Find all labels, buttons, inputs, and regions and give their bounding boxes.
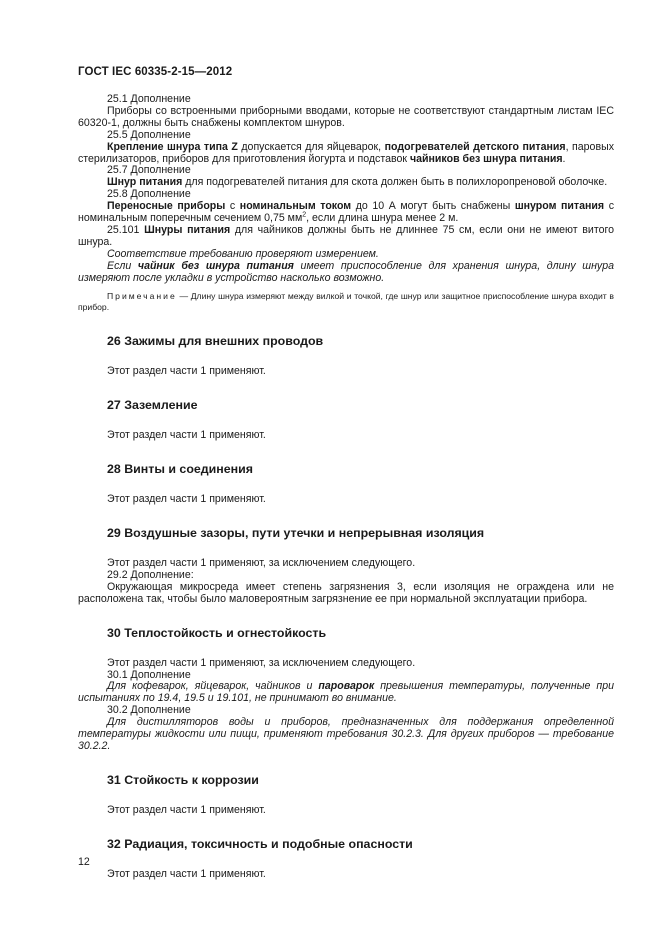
clause-25-5-text: Крепление шнура типа Z допускается для яйцеварок, подогревателей детского питания, паровых стерилизаторов, приборов для приготовления йогурта и подставок чайников без шнура питания. [78,140,614,165]
section-29-title: 29 Воздушные зазоры, пути утечки и непрерывная изоляция [107,526,485,541]
section-32-text: Этот раздел части 1 применяют. [107,867,266,880]
clause-25-1-text: Приборы со встроенными приборными вводами, которые не соответствуют стандартным листам IEC 60320-1, должны быть снабжены комплектом шнуров. [78,104,614,129]
term-supply-cord: Шнур питания [107,176,183,189]
term-supply-cord-2: шнуром питания [514,200,605,213]
note-label: Примечание [107,290,177,301]
term-steamers: пароварок [318,680,375,693]
term-cordless-kettle-2: чайник без шнура питания [137,259,294,272]
compliance-text-2: Если чайник без шнура питания имеет приспособление для хранения шнура, длину шнура измеряют после укладки в устройство насколько возможно. [78,259,614,284]
clause-29-2-text: Окружающая микросреда имеет степень загрязнения 3, если изоляция не ограждена или не расположена так, чтобы было маловероятным загрязнение ее при нормальной эксплуатации прибора. [78,580,614,605]
clause-25-101: 25.101 Шнуры питания для чайников должны быть не длиннее 75 см, если они не имеют витого шнура. [78,223,614,248]
document-header: ГОСТ IEC 60335-2-15—2012 [78,66,233,78]
clause-25-8-text: Переносные приборы с номинальным током до 10 А могут быть снабжены шнуром питания с номинальным поперечным сечением 0,75 $мм^2$, если длина шнура менее 2 м. [78,200,614,225]
clause-25-7-text: Шнур питания для подогревателей питания для скота должен быть в полихлоропреновой оболочке. [107,176,608,189]
term-rated-current: номинальным током [239,200,352,213]
section-31-title: 31 Стойкость к коррозии [107,772,259,787]
term-portable-appliances: Переносные приборы [107,200,226,213]
compliance-text: Соответствие требованию проверяют измерением. [107,247,379,260]
section-28-title: 28 Винты и соединения [107,462,253,477]
section-29-text: Этот раздел части 1 применяют, за исключением следующего. [107,557,416,570]
document-body [78,94,614,881]
section-27-title: 27 Заземление [107,398,198,413]
clause-30-1-text: Для кофеварок, яйцеварок, чайников и пароварок превышения температуры, полученные при испытаниях по 19.4, 19.5 и 19.101, не принимают во внимание. [78,680,615,705]
term-z-attachment: Крепление шнура типа Z [107,140,238,153]
clause-29-2: 29.2 Дополнение: [107,568,194,581]
clause-25-8: 25.8 Дополнение [107,188,191,201]
clause-30-2-text: Для дистилляторов воды и приборов, предназначенных для поддержания определенной температуры жидкости или пищи, применяют требования 30.2.3. Для других приборов — требование 30.2.2. [78,716,614,752]
page-number: 12 [78,856,90,868]
note: Примечание — Длину шнура измеряют между вилкой и точкой, где шнур или защитное приспособление шнура входит в прибор. [78,290,614,313]
term-baby-food-warmer: подогревателей детского питания [384,140,566,153]
clause-25-7: 25.7 Дополнение [107,164,191,177]
term-supply-cords: Шнуры питания [144,223,231,236]
section-32-title: 32 Радиация, токсичность и подобные опасности [107,836,413,851]
section-28-text: Этот раздел части 1 применяют. [107,493,266,506]
clause-25-5: 25.5 Дополнение [107,128,191,141]
clause-30-2: 30.2 Дополнение [107,704,191,717]
section-30-text: Этот раздел части 1 применяют, за исключением следующего. [107,656,416,669]
term-cordless-kettle: чайников без шнура питания [409,152,563,165]
section-26-title: 26 Зажимы для внешних проводов [107,334,324,349]
clause-25-1: 25.1 Дополнение [107,93,191,105]
section-26-text: Этот раздел части 1 применяют. [107,365,266,378]
section-30-title: 30 Теплостойкость и огнестойкость [107,625,327,640]
clause-30-1: 30.1 Дополнение [107,668,191,681]
section-31-text: Этот раздел части 1 применяют. [107,803,266,816]
section-27-text: Этот раздел части 1 применяют. [107,429,266,442]
